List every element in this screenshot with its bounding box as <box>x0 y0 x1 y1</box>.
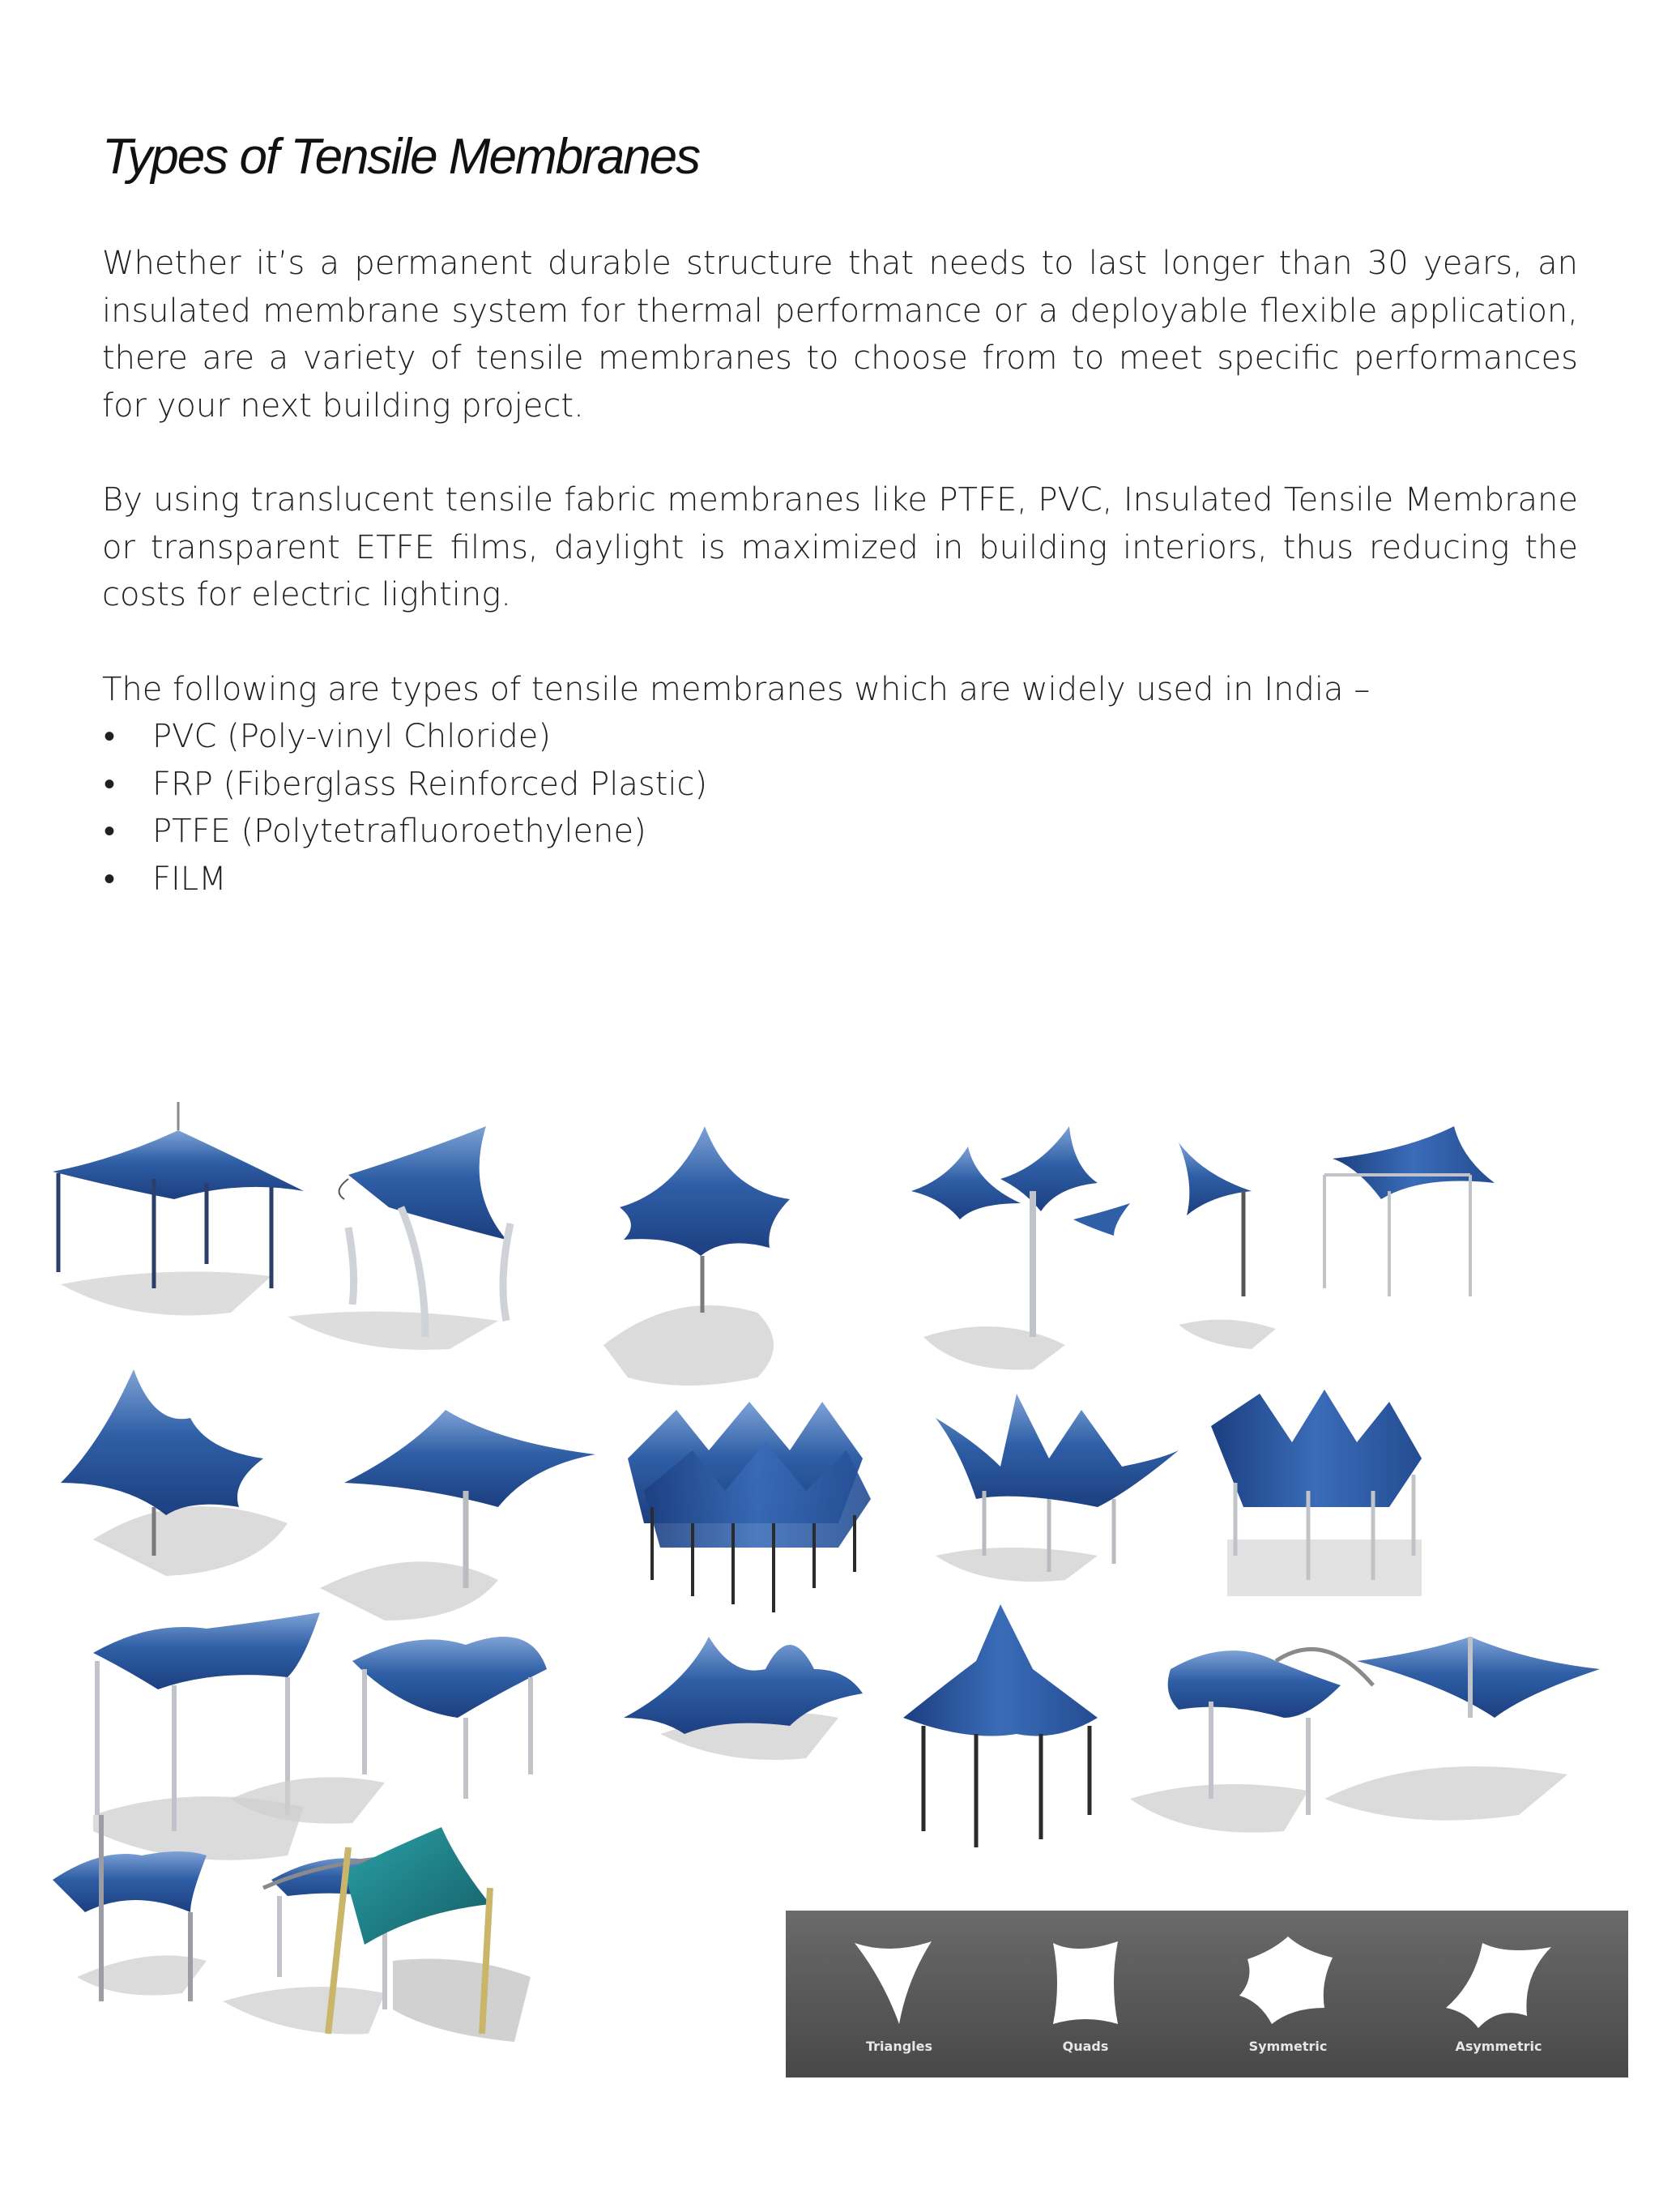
list-item-label: FRP (Fiberglass Reinforced Plastic) <box>152 765 708 803</box>
structure-four-post-canopy <box>53 1102 304 1315</box>
membrane-shape-types-panel <box>786 1911 1628 2077</box>
list-item <box>102 761 707 809</box>
structure-framed-hypar-sail <box>1324 1126 1495 1296</box>
membrane-type-list <box>102 713 707 903</box>
shape-label-symmetric: Symmetric <box>1248 2039 1328 2054</box>
structure-star-umbrella <box>603 1126 790 1386</box>
intro-paragraph: Whether it’s a permanent durable structure that needs to last longer than 30 years, an insulated membrane system for thermal performance or a deployable flexible application, there are a variety of tensile membranes to choose from to meet specific performances for your next building project. <box>102 245 1578 425</box>
list-intro-paragraph: The following are types of tensile membranes which are widely used in India – <box>102 671 1371 708</box>
shape-label-triangles: Triangles <box>865 2039 933 2054</box>
list-item-label: PVC (Poly-vinyl Chloride) <box>152 718 552 755</box>
structure-multi-cone-array <box>628 1402 871 1612</box>
structure-peaked-gazebo <box>903 1604 1098 1847</box>
bullet-marker: • <box>104 718 116 755</box>
structure-multi-peak-membrane <box>624 1637 863 1760</box>
structure-peaked-pavilion <box>1211 1390 1422 1596</box>
asymmetric-shape-icon <box>1446 1943 1551 2028</box>
structure-saddle-umbrella <box>320 1410 595 1621</box>
structure-wave-roof <box>936 1394 1179 1582</box>
symmetric-shape-icon <box>1239 1937 1333 2024</box>
structure-barrel-vault <box>1130 1649 1373 1832</box>
shape-label-quads: Quads <box>1062 2039 1109 2054</box>
bullet-marker: • <box>104 813 116 850</box>
quad-shape-icon <box>1053 1941 1118 2024</box>
triangle-shape-icon <box>855 1941 932 2024</box>
list-item-label: PTFE (Polytetrafluoroethylene) <box>152 813 646 850</box>
structure-curved-mast-sail <box>288 1126 510 1350</box>
bullet-marker: • <box>104 765 116 803</box>
daylight-paragraph: By using translucent tensile fabric membranes like PTFE, PVC, Insulated Tensile Membrane or transparent ETFE films, daylight is maximized in building interiors, thus reducing the costs for electric lighting. <box>102 481 1578 613</box>
structure-single-mast-sail <box>1179 1142 1276 1349</box>
page-title: Types of Tensile Membranes <box>102 129 700 185</box>
list-item <box>102 856 707 903</box>
bullet-marker: • <box>104 860 116 898</box>
structure-inverted-umbrella-pair <box>911 1126 1130 1370</box>
list-item <box>102 713 707 761</box>
list-item-label: FILM <box>152 860 227 898</box>
list-item <box>102 808 707 856</box>
structure-inverted-umbrella <box>1324 1637 1600 1821</box>
structure-peaked-star-canopy <box>61 1369 288 1576</box>
shape-label-asymmetric: Asymmetric <box>1455 2039 1542 2054</box>
structure-arched-canopy <box>93 1612 320 1860</box>
